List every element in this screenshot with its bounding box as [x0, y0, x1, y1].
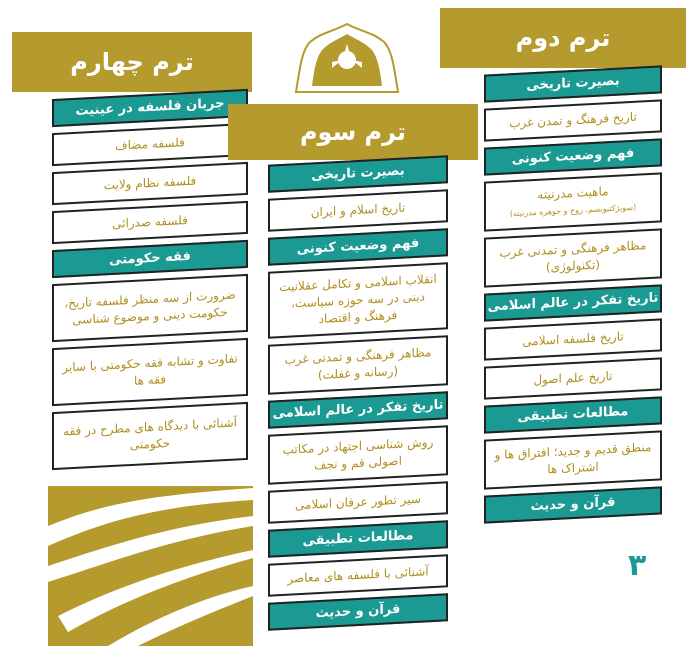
page-number: ۳ [628, 548, 647, 583]
term-four-title-text: ترم چهارم [70, 48, 194, 76]
c3-item-islamic-revolution: انقلاب اسلامی و تکامل عقلانیت دینی در سه حوزه سیاست، فرهنگ و اقتصاد [268, 262, 448, 338]
c2-item-western-technology: مظاهر فرهنگی و تمدنی غرب (تکنولوژی) [484, 228, 662, 287]
c3-header-quran-hadith: قرآن و حدیث [268, 593, 448, 630]
c3-header-islamic-thought: تاریخ تفکر در عالم اسلامی [268, 391, 448, 428]
c3-header-historical-insight: بصیرت تاریخی [268, 155, 448, 192]
c2-header-comparative-studies: مطالعات تطبیقی [484, 396, 662, 433]
term-four-column [52, 94, 248, 471]
c2-header-current-situation: فهم وضعیت کنونی [484, 138, 662, 175]
c4-item-views: آشنائی با دیدگاه های مطرح در فقه حکومتی [52, 402, 248, 470]
term-four-title [12, 32, 252, 92]
brush-stroke-decoration-icon [48, 486, 253, 646]
term-three-title-text: ترم سوم [299, 118, 407, 146]
c3-item-mysticism: سیر تطور عرفان اسلامی [268, 481, 448, 523]
term-three-column [268, 160, 448, 632]
c2-item-western-civilization: تاریخ فرهنگ و تمدن غرب [484, 99, 662, 141]
c4-item-sadra-philosophy: فلسفه صدرائی [52, 201, 248, 244]
c2-item-islamic-philosophy: تاریخ فلسفه اسلامی [484, 318, 662, 360]
c4-header-governmental-fiqh: فقه حکومتی [52, 240, 248, 278]
c3-item-ijtihad-methods: روش شناسی اجتهاد در مکاتب اصولی قم و نجف [268, 425, 448, 484]
c2-header-islamic-thought: تاریخ تفکر در عالم اسلامی [484, 284, 662, 321]
c3-header-comparative-studies: مطالعات تطبیقی [268, 520, 448, 557]
c2-header-historical-insight: بصیرت تاریخی [484, 65, 662, 102]
c2-item-modernity [484, 172, 662, 231]
c3-item-contemporary-philosophies: آشنائی با فلسفه های معاصر [268, 554, 448, 596]
c4-item-differences: تفاوت و تشابه فقه حکومتی با سایر فقه ها [52, 338, 248, 406]
c3-item-islam-iran-history: تاریخ اسلام و ایران [268, 189, 448, 231]
c2-item-modernity-text: ماهیت مدرنیته [537, 184, 609, 202]
c2-item-logic: منطق قدیم و جدید؛ افتراق ها و اشتراک ها [484, 430, 662, 489]
ornament-icon [292, 22, 402, 97]
c4-item-applied-philosophy: فلسفه مضاف [52, 123, 248, 166]
term-two-column [484, 70, 662, 525]
term-two-title-text: ترم دوم [515, 24, 611, 52]
c3-item-western-media: مظاهر فرهنگی و تمدنی غرب (رسانه و غفلت) [268, 335, 448, 394]
c4-header-philosophy: جریان فلسفه در عینیت [52, 89, 248, 127]
c4-item-necessity: ضرورت از سه منظر فلسفه تاریخ، حکومت دینی و موضوع شناسی [52, 274, 248, 342]
c2-item-modernity-sub: (سوبژکتیویسم، روح و جوهره مدرنیته) [509, 202, 637, 219]
c4-item-velayat-philosophy: فلسفه نظام ولایت [52, 162, 248, 205]
c2-header-quran-hadith: قرآن و حدیث [484, 486, 662, 523]
term-two-title [440, 8, 686, 68]
c3-header-current-situation: فهم وضعیت کنونی [268, 228, 448, 265]
c2-item-usul-history: تاریخ علم اصول [484, 357, 662, 399]
term-three-title [228, 104, 478, 160]
